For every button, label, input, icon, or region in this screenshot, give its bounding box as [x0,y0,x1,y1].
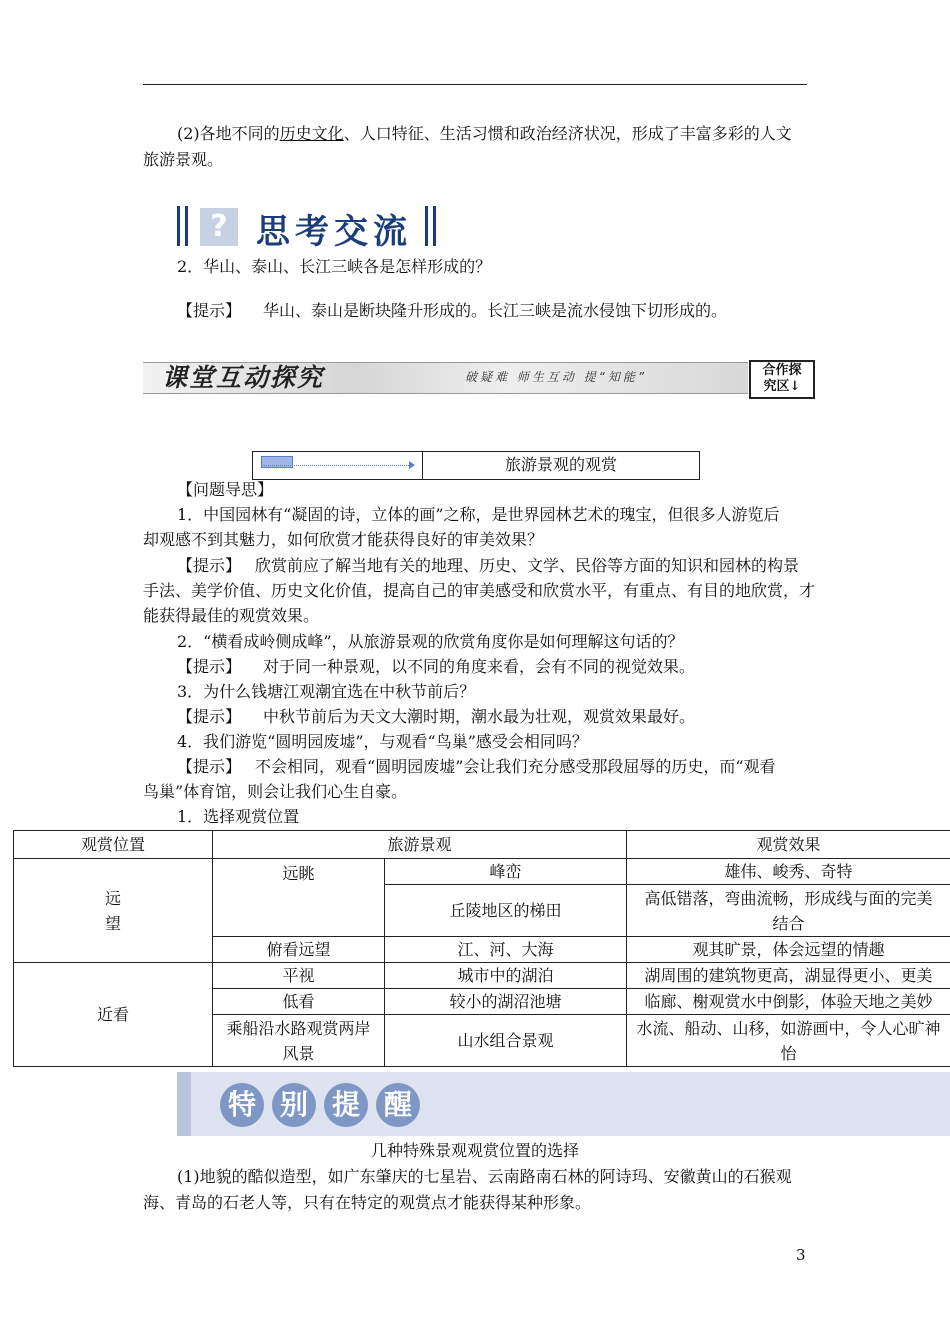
page-number: 3 [796,1246,806,1264]
reminder-char: 醒 [376,1083,420,1127]
near-label-cell: 近看 [14,963,213,1067]
hint-text: 不会相同，观看“圆明园废墟”会让我们充分感受那段屈辱的历史，而“观看 [255,757,776,776]
header-cell: 观赏效果 [627,831,950,859]
guide-q3: 3．为什么钱塘江观潮宜选在中秋节前后？ [177,682,476,701]
table-cell: 观其旷景，体会远望的情趣 [627,937,950,963]
hint-line [177,298,727,324]
reminder-char: 提 [324,1083,368,1127]
table-row [14,859,950,885]
hint-text: 对于同一种景观，以不同的角度来看，会有不同的视觉效果。 [263,657,696,676]
guide-hint-4: 鸟巢”体育馆，则会让我们心生自豪。 [143,782,408,801]
table-cell: 湖周围的建筑物更高，湖显得更小、更美 [627,963,950,989]
guide-label: 【问题导思】 [177,480,274,499]
intro-line-1 [177,121,792,147]
table-cell: 较小的湖沼池塘 [385,989,627,1015]
table-cell: 江、河、大海 [385,937,627,963]
table-cell: 山水组合景观 [385,1015,627,1067]
question-2: 2．华山、泰山、长江三峡各是怎样形成的？ [177,257,492,276]
header-cell: 旅游景观 [213,831,627,859]
reminder-banner-edge [177,1072,191,1136]
arrow-line [261,465,411,466]
section-title: 旅游景观的观赏 [504,455,617,474]
class-banner-subtitle: 破疑难 师生互动 提“知能” [465,370,648,384]
table-cell [213,1015,385,1067]
table-cell: 峰峦 [385,859,627,885]
guide-q4: 4．我们游览“圆明园废墟”，与观看“鸟巢”感受会相同吗？ [177,732,588,751]
cell-text: 风景 [282,1043,315,1063]
banner-bar [177,206,180,246]
banner-bar [433,206,436,246]
table-cell: 俯看远望 [213,937,385,963]
cell-text: 结合 [772,913,805,933]
title-box-left [253,452,423,479]
cell-text: 怡 [780,1043,797,1063]
cell-text: 水流、船动、山移，如游画中，令人心旷神 [636,1018,941,1038]
table-cell [627,885,950,937]
class-banner-title: 课堂互动探究 [162,363,325,392]
table-row [14,963,950,989]
table-cell: 城市中的湖泊 [385,963,627,989]
cell-text: 高低错落，弯曲流畅，形成线与面的完美 [644,888,933,908]
table-cell: 雄伟、峻秀、奇特 [627,859,950,885]
reminder-paragraph: (1)地貌的酷似造型，如广东肇庆的七星岩、云南路南石林的阿诗玛、安徽黄山的石猴观 [177,1167,792,1186]
hint-text: 欣赏前应了解当地有关的地理、历史、文学、民俗等方面的知识和园林的构景 [255,556,800,575]
box-line: 究区↓ [763,379,801,394]
guide-hint-1: 能获得最佳的观赏效果。 [143,606,320,625]
hint-label: 【提示】 [177,556,242,575]
box-line: 合作探 [762,363,802,378]
table-cell: 临廊、榭观赏水中倒影，体验天地之美妙 [627,989,950,1015]
table-cell: 丘陵地区的梯田 [385,885,627,937]
reminder-title: 几种特殊景观观赏位置的选择 [370,1141,579,1160]
question-icon: ? [200,208,238,246]
table-cell: 远眺 [213,859,385,937]
banner-bar [425,206,428,246]
reminder-char: 别 [272,1083,316,1127]
hint-label: 【提示】 [177,657,242,676]
guide-q1: 却观感不到其魅力，如何欣赏才能获得良好的审美效果？ [143,530,544,549]
guide-hint-1: 手法、美学价值、历史文化价值，提高自己的审美感受和欣赏水平，有重点、有目的地欣赏，才 [143,581,816,600]
label-icon [261,456,293,468]
intro-text: 、人口特征、生活习惯和政治经济状况，形成了丰富多彩的人文 [343,124,792,143]
intro-line-2: 旅游景观。 [143,150,224,169]
header-cell: 观赏位置 [14,831,213,859]
guide-q2: 2．“横看成岭侧成峰”，从旅游景观的欣赏角度你是如何理解这句话的？ [177,632,684,651]
table-cell [627,1015,950,1067]
table-header-row [14,831,950,859]
guide-q1: 1．中国园林有“凝固的诗，立体的画”之称，是世界园林艺术的瑰宝，但很多人游览后 [177,505,780,524]
banner-bar [185,206,188,246]
header-rule [143,84,807,85]
table-cell: 平视 [213,963,385,989]
guide-hint-4 [177,754,776,780]
hint-label: 【提示】 [177,301,242,320]
viewing-position-table [13,830,950,1067]
reminder-paragraph: 海、青岛的石老人等，只有在特定的观赏点才能获得某种形象。 [143,1193,592,1212]
hint-text: 中秋节前后为天文大潮时期，潮水最为壮观，观赏效果最好。 [263,707,696,726]
hint-text: 华山、泰山是断块隆升形成的。长江三峡是流水侵蚀下切形成的。 [263,301,728,320]
guide-hint-2 [177,654,695,680]
hint-label: 【提示】 [177,757,242,776]
arrow-icon [409,461,415,469]
guide-hint-1 [177,553,799,579]
cell-text: 远 [104,888,121,908]
underlined-term: 历史文化 [279,124,344,143]
section-title-box [252,451,700,480]
table-cell: 低看 [213,989,385,1015]
guide-hint-3 [177,704,695,730]
cell-text: 望 [104,913,121,933]
table-caption: 1．选择观赏位置 [177,807,300,826]
hint-label: 【提示】 [177,707,242,726]
cell-text: 乘船沿水路观赏两岸 [226,1018,371,1038]
intro-text: (2)各地不同的 [177,124,280,143]
thinking-banner-title: 思考交流 [256,212,412,252]
cooperation-zone-box [749,360,815,399]
far-label-cell [14,859,213,963]
reminder-char: 特 [220,1083,264,1127]
